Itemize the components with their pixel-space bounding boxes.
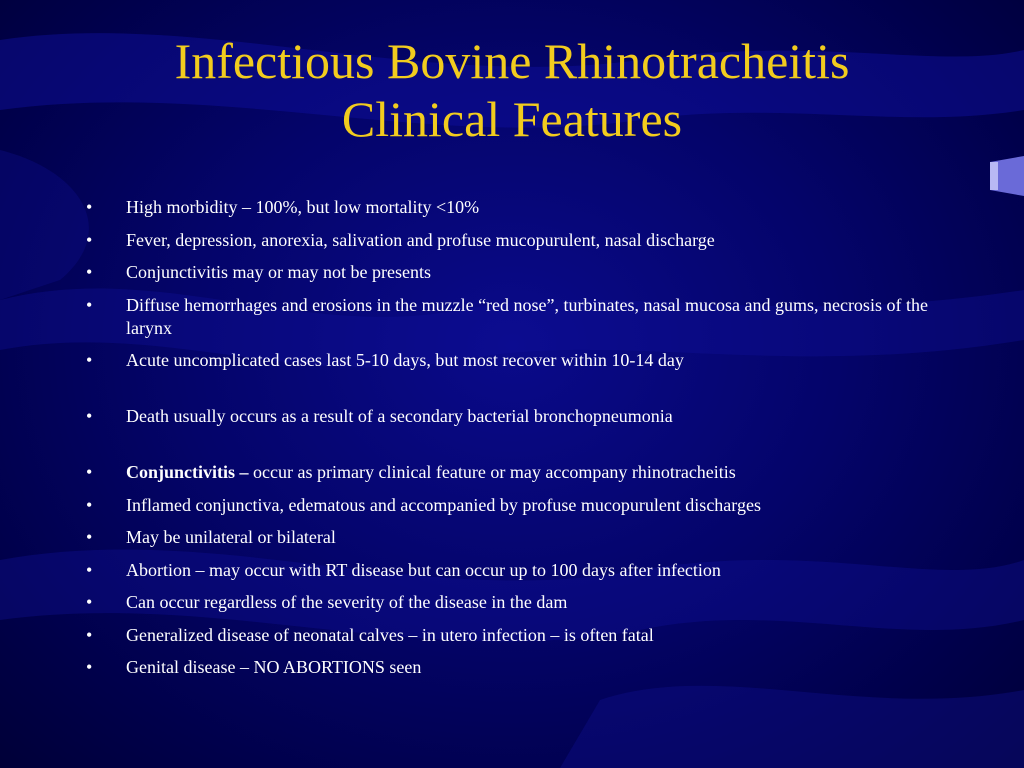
- bullet-item: [86, 494, 936, 517]
- bullet-text: May be unilateral or bilateral: [126, 527, 336, 547]
- bullet-text: Generalized disease of neonatal calves – in utero infection – is often fatal: [126, 624, 654, 645]
- bullet-text: occur as primary clinical feature or may accompany rhinotracheitis: [248, 462, 736, 482]
- bullet-text: Can occur regardless of the severity of the disease in the dam: [126, 592, 568, 612]
- bullet-marker: •: [86, 229, 93, 250]
- bullet-marker: •: [86, 294, 93, 315]
- bullet-text: Diffuse hemorrhages and erosions in the muzzle “red nose”, turbinates, nasal mucosa and gums, necrosis of the larynx: [126, 294, 928, 338]
- bullet-text: Genital disease – NO ABORTIONS seen: [126, 657, 422, 677]
- bullet-text: Inflamed conjunctiva, edematous and accompanied by profuse mucopurulent discharges: [126, 494, 761, 515]
- bullet-item: [86, 624, 936, 647]
- bullet-item: [86, 349, 936, 372]
- bullet-text: Conjunctivitis may or may not be presents: [126, 262, 431, 282]
- bullet-marker: •: [86, 197, 93, 217]
- bullet-item: [86, 261, 936, 284]
- bullet-item: [86, 591, 936, 614]
- bullet-marker: •: [86, 262, 93, 282]
- bullet-marker: •: [86, 350, 93, 370]
- title-line-1: Infectious Bovine Rhinotracheitis: [174, 33, 850, 89]
- bullet-item: [86, 405, 936, 428]
- bullet-list: [86, 196, 936, 689]
- bullet-item: [86, 196, 936, 219]
- bullet-item: [86, 559, 936, 582]
- slide-title: [0, 32, 1024, 148]
- bullet-marker: •: [86, 494, 93, 515]
- bullet-item: [86, 526, 936, 549]
- bullet-marker: •: [86, 559, 93, 580]
- bullet-item: [86, 294, 936, 340]
- title-line-2: Clinical Features: [341, 91, 683, 147]
- bullet-text: Acute uncomplicated cases last 5-10 days, but most recover within 10-14 day: [126, 350, 684, 370]
- bullet-text: Fever, depression, anorexia, salivation and profuse mucopurulent, nasal discharge: [126, 229, 715, 250]
- bullet-bold-lead: Conjunctivitis –: [126, 462, 249, 482]
- bullet-text: Death usually occurs as a result of a secondary bacterial bronchopneumonia: [126, 406, 673, 426]
- bullet-item: [86, 461, 936, 484]
- bullet-item: [86, 656, 936, 679]
- bullet-marker: •: [86, 592, 93, 612]
- bullet-marker: •: [86, 406, 93, 426]
- bullet-marker: •: [86, 624, 93, 645]
- decorative-tab-shape: [984, 156, 1024, 196]
- bullet-marker: •: [86, 657, 93, 677]
- bullet-item: [86, 229, 936, 252]
- bullet-text: High morbidity – 100%, but low mortality <10%: [126, 197, 480, 217]
- bullet-marker: •: [86, 527, 93, 547]
- bullet-text: Abortion – may occur with RT disease but can occur up to 100 days after infection: [126, 559, 721, 580]
- bullet-marker: •: [86, 462, 93, 482]
